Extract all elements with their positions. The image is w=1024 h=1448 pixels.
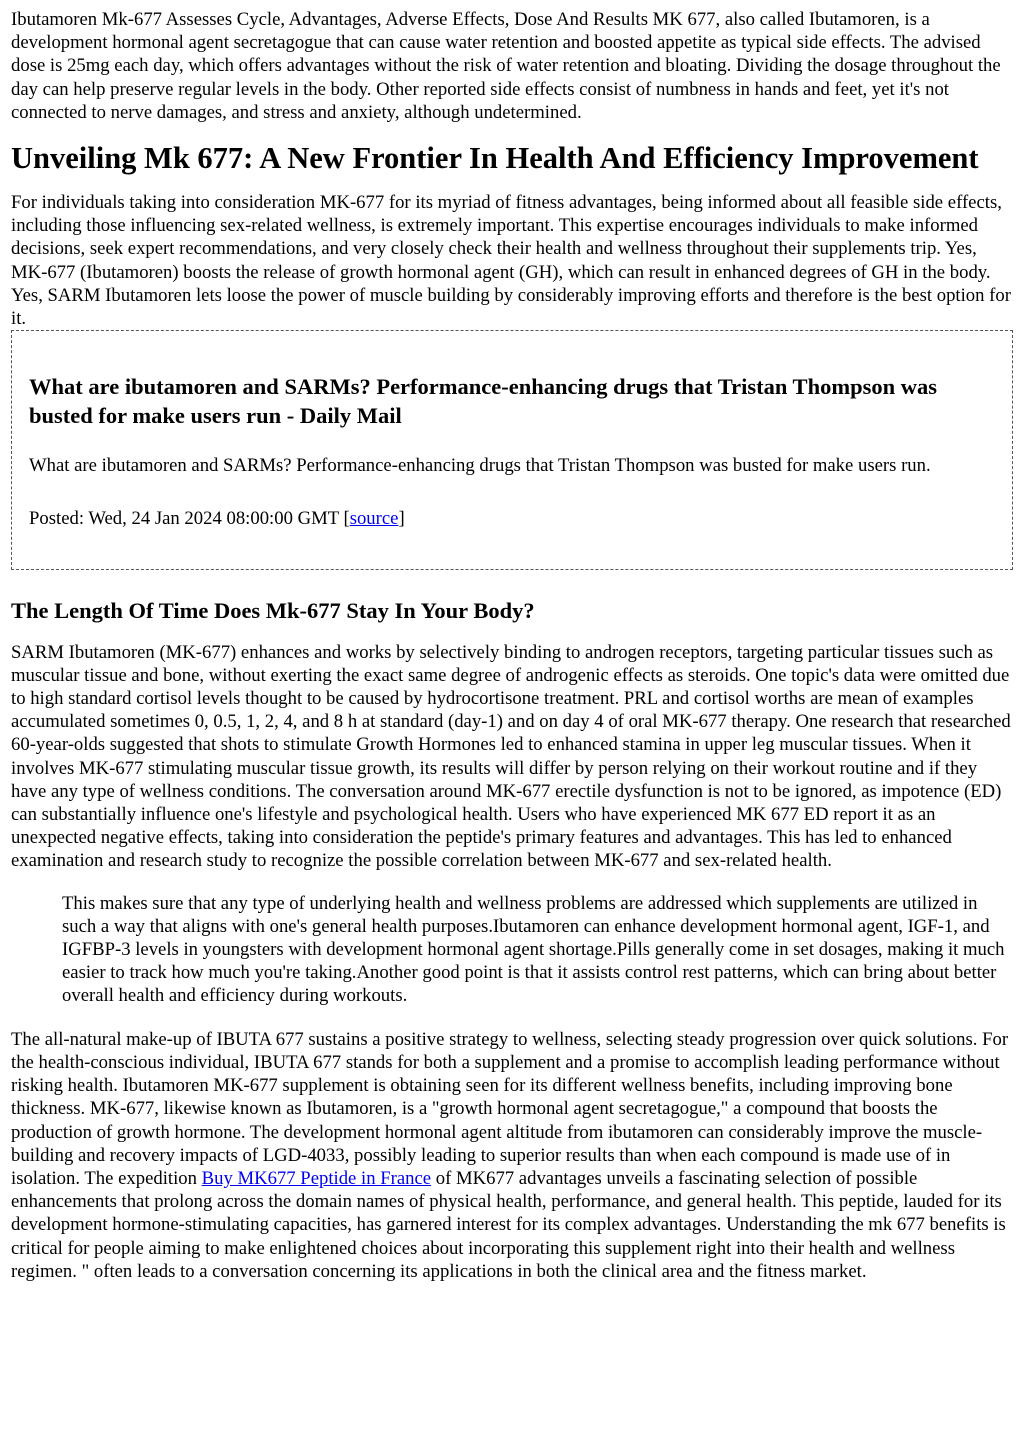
paragraph-3-after-link: of MK677 advantages unveils a fascinating selection of possible enhancements that prolong across the domain names of physical health, performance, and general health. This peptide, lauded for its development hormone-stimulating capacities, has garnered interest for its complex advantages. Understanding the mk 677 benefits is critical for people aiming to make enlightened choices about incorporating this supplement right into their health and wellness regimen. " often leads to a conversation concerning its applications in both the clinical area and the fitness market. xyxy=(11,1167,1006,1282)
paragraph-3 xyxy=(11,1028,1013,1283)
main-heading: Unveiling Mk 677: A New Frontier In Health And Efficiency Improvement xyxy=(11,141,979,176)
news-card xyxy=(11,330,1013,569)
paragraph-1: For individuals taking into consideration MK-677 for its myriad of fitness advantages, being informed about all feasible side effects, including those influencing sex-related wellness, is extremely important. This expertise encourages individuals to make informed decisions, seek expert recommendations, and very closely check their health and wellness throughout their supplements trip. Yes, MK-677 (Ibutamoren) boosts the release of growth hormonal agent (GH), which can result in enhanced degrees of GH in the body. Yes, SARM Ibutamoren lets loose the power of muscle building by considerably improving efforts and therefore is the best option for it. xyxy=(11,192,1011,330)
news-source-link[interactable]: source xyxy=(349,508,399,530)
paragraph-2: SARM Ibutamoren (MK-677) enhances and works by selectively binding to androgen receptors, targeting particular tissues such as muscular tissue and bone, without exerting the exact same degree of androgenic effects as steroids. One topic's data were omitted due to high standard cortisol levels thought to be caused by hydrocortisone treatment. PRL and cortisol worths are mean of examples accumulated sometimes 0, 0.5, 1, 2, 4, and 8 h at standard (day-1) and on day 4 of oral MK-677 therapy. One research that researched 60-year-olds suggested that shots to stimulate Growth Hormones led to enhanced stamina in upper leg muscular tissues. When it involves MK-677 stimulating muscular tissue growth, its results will differ by person relying on their workout routine and if they have any type of wellness conditions. The conversation around MK-677 erectile dysfunction is not to be ignored, as impotence (ED) can substantially influence one's lifestyle and psychological health. Users who have experienced MK 677 ED report it as an unexpected negative effects, taking into consideration the peptide's primary features and advantages. This has led to enhanced examination and research study to recognize the possible correlation between MK-677 and sex-related health. xyxy=(11,641,1011,872)
buy-mk677-link[interactable]: Buy MK677 Peptide in France xyxy=(201,1167,432,1189)
news-description: What are ibutamoren and SARMs? Performance-enhancing drugs that Tristan Thompson was busted for make users run. xyxy=(29,455,931,477)
news-posted-suffix: ] xyxy=(398,508,405,530)
blockquote xyxy=(62,892,1013,1008)
blockquote-text: This makes sure that any type of underlying health and wellness problems are addressed which supplements are utilized in such a way that aligns with one's general health purposes.Ibutamoren can enhance development hormonal agent, IGF-1, and IGFBP-3 levels in youngsters with development hormonal agent shortage.Pills generally come in set dosages, making it much easier to track how much you're taking.Another good point is that it assists control rest patterns, which can bring about better overall health and efficiency during workouts. xyxy=(62,892,1005,1007)
paragraph-3-before-link: The all-natural make-up of IBUTA 677 sustains a positive strategy to wellness, selecting steady progression over quick solutions. For the health-conscious individual, IBUTA 677 stands for both a supplement and a promise to accomplish leading performance without risking health. Ibutamoren MK-677 supplement is obtaining seen for its different wellness benefits, including improving bone thickness. MK-677, likewise known as Ibutamoren, is a "growth hormonal agent secretagogue," a compound that boosts the production of growth hormone. The development hormonal agent altitude from ibutamoren can considerably improve the muscle-building and recovery impacts of LGD-4033, possibly leading to superior results than when each compound is made use of in isolation. The expedition xyxy=(11,1028,1009,1189)
news-posted-line xyxy=(29,507,995,530)
news-posted-prefix: Posted: Wed, 24 Jan 2024 08:00:00 GMT [ xyxy=(29,508,350,530)
news-title: What are ibutamoren and SARMs? Performance-enhancing drugs that Tristan Thompson was busted for make users run - Daily Mail xyxy=(29,374,937,429)
intro-paragraph: Ibutamoren Mk-677 Assesses Cycle, Advantages, Adverse Effects, Dose And Results MK 677, also called Ibutamoren, is a development hormonal agent secretagogue that can cause water retention and boosted appetite as typical side effects. The advised dose is 25mg each day, which offers advantages without the risk of water retention and bloating. Dividing the dosage throughout the day can help preserve regular levels in the body. Other reported side effects consist of numbness in hands and feet, yet it's not connected to nerve damages, and stress and anxiety, although undetermined. xyxy=(11,9,1001,123)
section-heading: The Length Of Time Does Mk-677 Stay In Your Body? xyxy=(11,597,535,623)
